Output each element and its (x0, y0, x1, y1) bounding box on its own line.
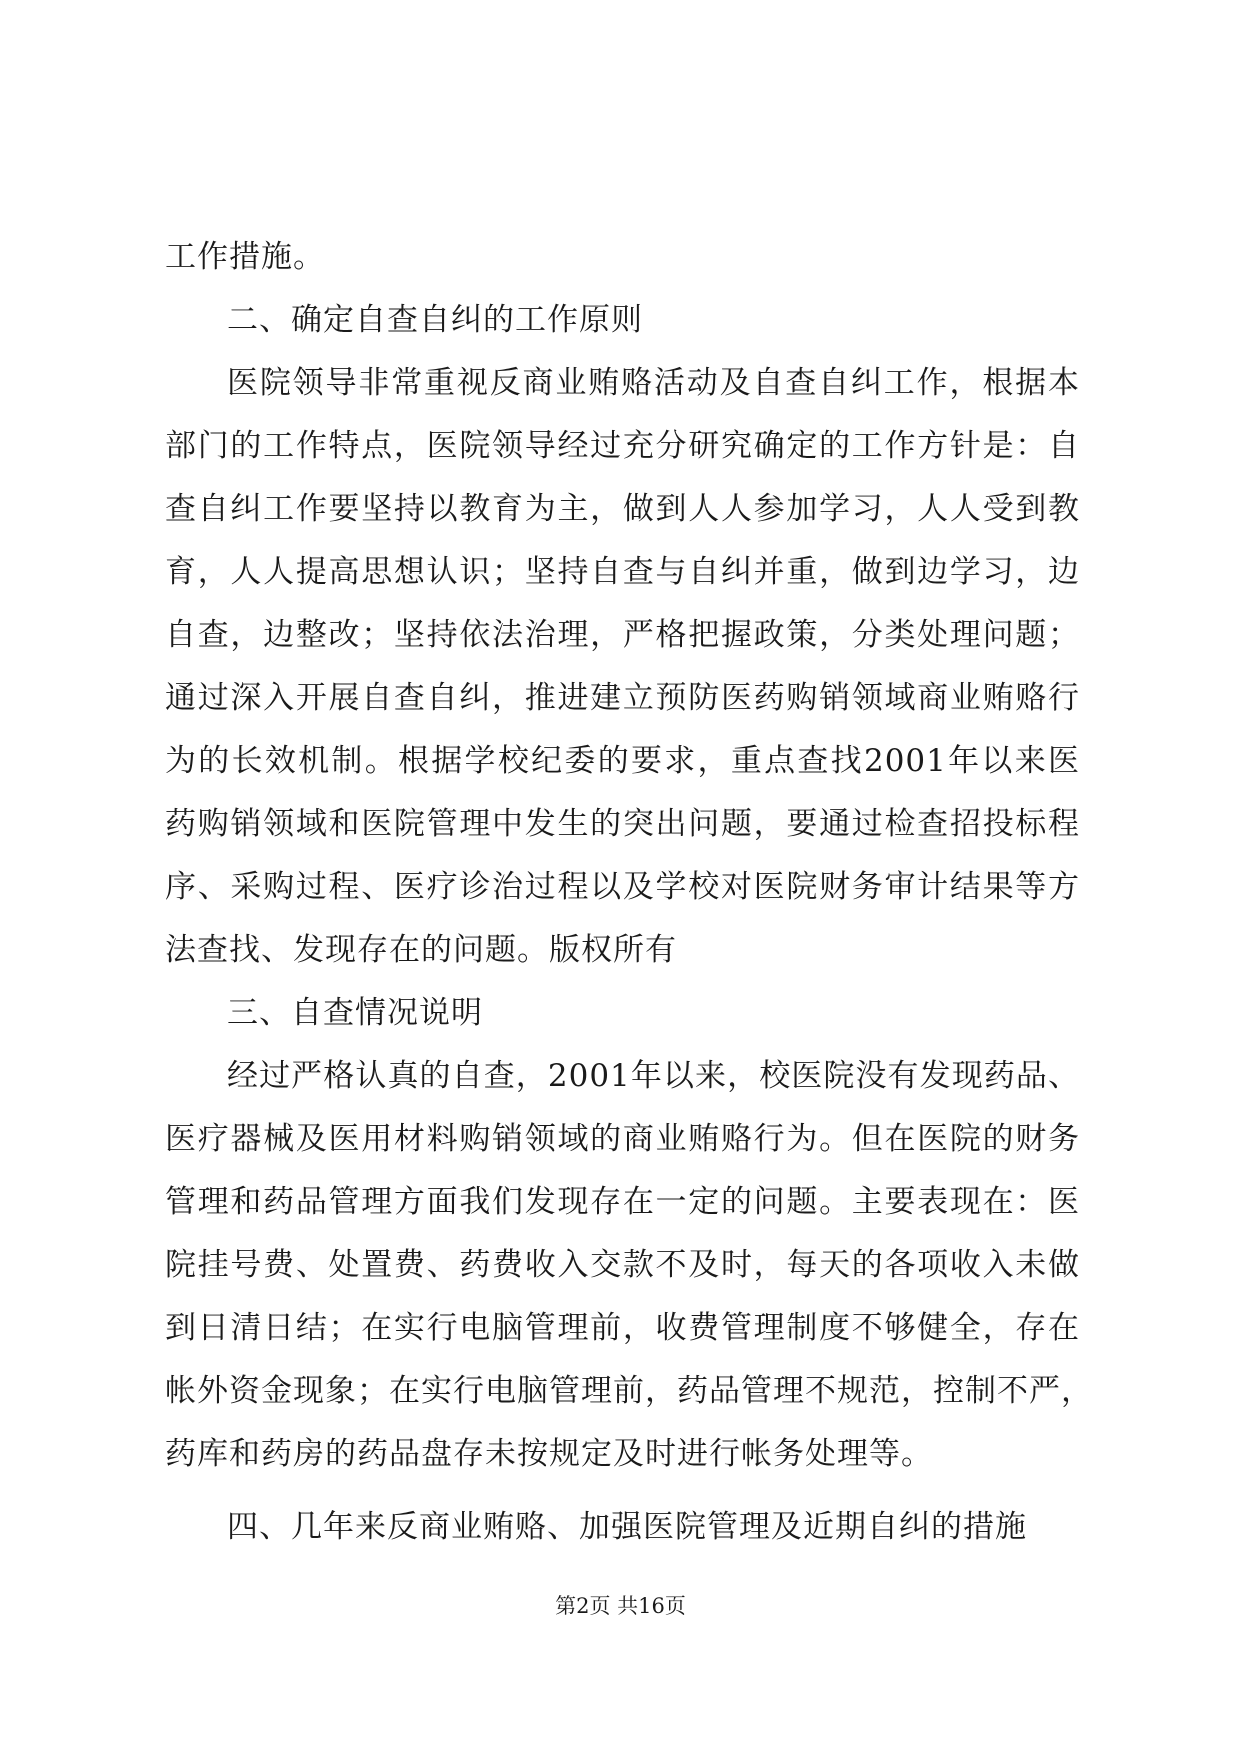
paragraph-line: 自查，边整改；坚持依法治理，严格把握政策，分类处理问题； (165, 617, 1080, 653)
paragraph-line: 医疗器械及医用材料购销领域的商业贿赂行为。但在医院的财务 (165, 1121, 1080, 1157)
body-text (165, 226, 1093, 1559)
paragraph-line: 药库和药房的药品盘存未按规定及时进行帐务处理等。 (165, 1436, 933, 1472)
section-heading-2: 二、确定自查自纠的工作原则 (227, 302, 643, 338)
section-heading-3: 三、自查情况说明 (227, 995, 483, 1031)
paragraph-line: 经过严格认真的自查，2001年以来，校医院没有发现药品、 (227, 1058, 1080, 1094)
paragraph-line: 院挂号费、处置费、药费收入交款不及时，每天的各项收入未做 (165, 1247, 1080, 1283)
page-number-footer: 第2页 共16页 (555, 1594, 686, 1618)
paragraph-line: 管理和药品管理方面我们发现存在一定的问题。主要表现在：医 (165, 1184, 1080, 1220)
paragraph-line: 部门的工作特点，医院领导经过充分研究确定的工作方针是：自 (165, 428, 1080, 464)
paragraph-line-continuation: 工作措施。 (165, 239, 325, 275)
paragraph-line: 医院领导非常重视反商业贿赂活动及自查自纠工作，根据本 (227, 365, 1080, 401)
paragraph-line: 药购销领域和医院管理中发生的突出问题，要通过检查招投标程 (165, 806, 1080, 842)
paragraph-line: 帐外资金现象；在实行电脑管理前，药品管理不规范，控制不严， (165, 1373, 1093, 1409)
paragraph-line: 育，人人提高思想认识；坚持自查与自纠并重，做到边学习，边 (165, 554, 1080, 590)
paragraph-line: 法查找、发现存在的问题。版权所有 (165, 932, 677, 968)
paragraph-line: 为的长效机制。根据学校纪委的要求，重点查找2001年以来医 (165, 743, 1080, 779)
paragraph-line: 通过深入开展自查自纠，推进建立预防医药购销领域商业贿赂行 (165, 680, 1080, 716)
paragraph-line: 序、采购过程、医疗诊治过程以及学校对医院财务审计结果等方 (165, 869, 1080, 905)
paragraph-line: 查自纠工作要坚持以教育为主，做到人人参加学习，人人受到教 (165, 491, 1080, 527)
paragraph-line: 到日清日结；在实行电脑管理前，收费管理制度不够健全，存在 (165, 1310, 1080, 1346)
section-heading-4: 四、几年来反商业贿赂、加强医院管理及近期自纠的措施 (227, 1509, 1027, 1545)
